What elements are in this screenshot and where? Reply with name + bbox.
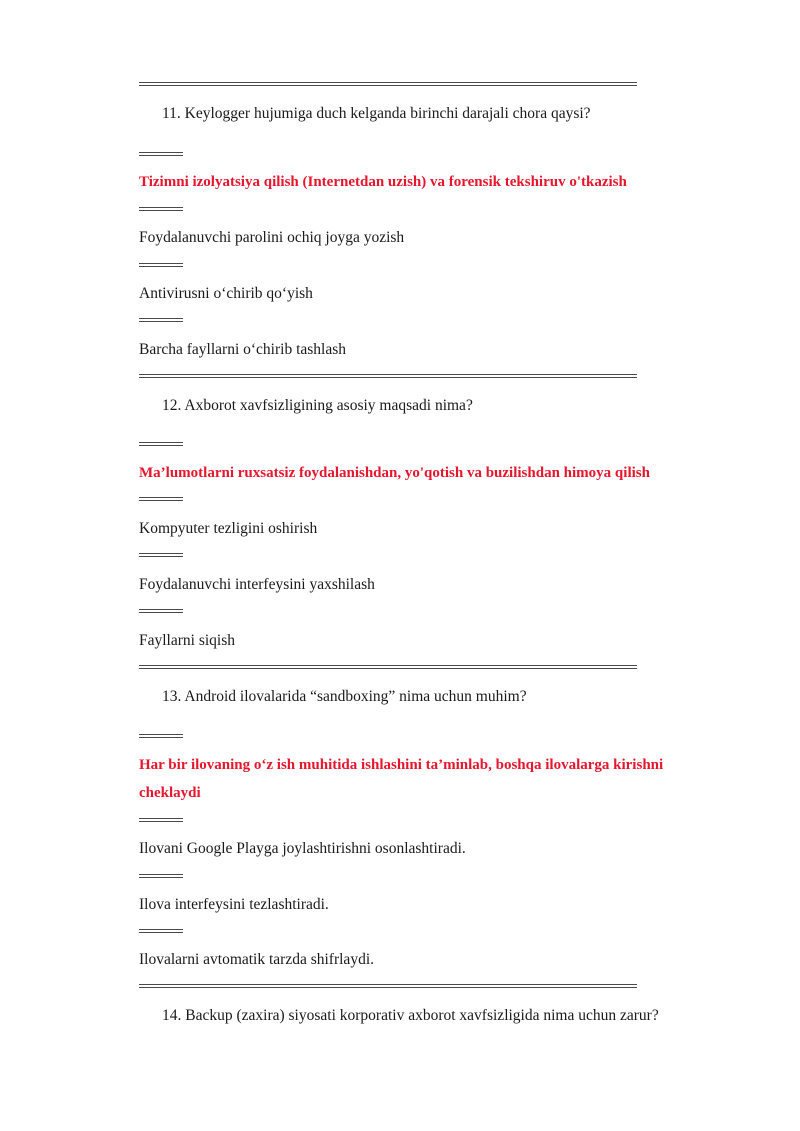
option-marker bbox=[139, 734, 183, 738]
option-marker bbox=[139, 442, 183, 446]
correct-answer: Tizimni izolyatsiya qilish (Internetdan uzish) va forensik tekshiruv o'tkazish bbox=[139, 174, 627, 190]
question-separator bbox=[139, 984, 637, 988]
option-marker bbox=[139, 929, 183, 933]
answer-option: Kompyuter tezligini oshirish bbox=[139, 520, 318, 537]
question-separator bbox=[139, 82, 637, 86]
answer-option: Foydalanuvchi interfeysini yaxshilash bbox=[139, 576, 375, 593]
option-marker bbox=[139, 263, 183, 267]
question-text: 14. Backup (zaxira) siyosati korporativ axborot xavfsizligida nima uchun zarur? bbox=[162, 1007, 659, 1024]
answer-option: Fayllarni siqish bbox=[139, 632, 236, 649]
answer-option: Ilova interfeysini tezlashtiradi. bbox=[139, 896, 329, 913]
correct-answer: Har bir ilovaning o‘z ish muhitida ishlashini ta’minlab, boshqa ilovalarga kirishni cheklaydi bbox=[139, 757, 664, 801]
question-separator bbox=[139, 374, 637, 378]
answer-option: Antivirusni o‘chirib qo‘yish bbox=[139, 285, 313, 302]
answer-option: Ilovani Google Playga joylashtirishni osonlashtiradi. bbox=[139, 840, 466, 857]
correct-answer: Ma’lumotlarni ruxsatsiz foydalanishdan, yo'qotish va buzilishdan himoya qilish bbox=[139, 465, 650, 481]
question-separator bbox=[139, 665, 637, 669]
answer-option: Barcha fayllarni o‘chirib tashlash bbox=[139, 341, 347, 358]
option-marker bbox=[139, 818, 183, 822]
option-marker bbox=[139, 207, 183, 211]
option-marker bbox=[139, 152, 183, 156]
option-marker bbox=[139, 318, 183, 322]
question-text: 11. Keylogger hujumiga duch kelganda birinchi darajali chora qaysi? bbox=[162, 105, 591, 122]
question-text: 13. Android ilovalarida “sandboxing” nima uchun muhim? bbox=[162, 688, 527, 705]
option-marker bbox=[139, 609, 183, 613]
answer-option: Ilovalarni avtomatik tarzda shifrlaydi. bbox=[139, 951, 374, 968]
question-text: 12. Axborot xavfsizligining asosiy maqsadi nima? bbox=[162, 397, 473, 414]
answer-option: Foydalanuvchi parolini ochiq joyga yozish bbox=[139, 229, 405, 246]
option-marker bbox=[139, 874, 183, 878]
option-marker bbox=[139, 553, 183, 557]
option-marker bbox=[139, 497, 183, 501]
